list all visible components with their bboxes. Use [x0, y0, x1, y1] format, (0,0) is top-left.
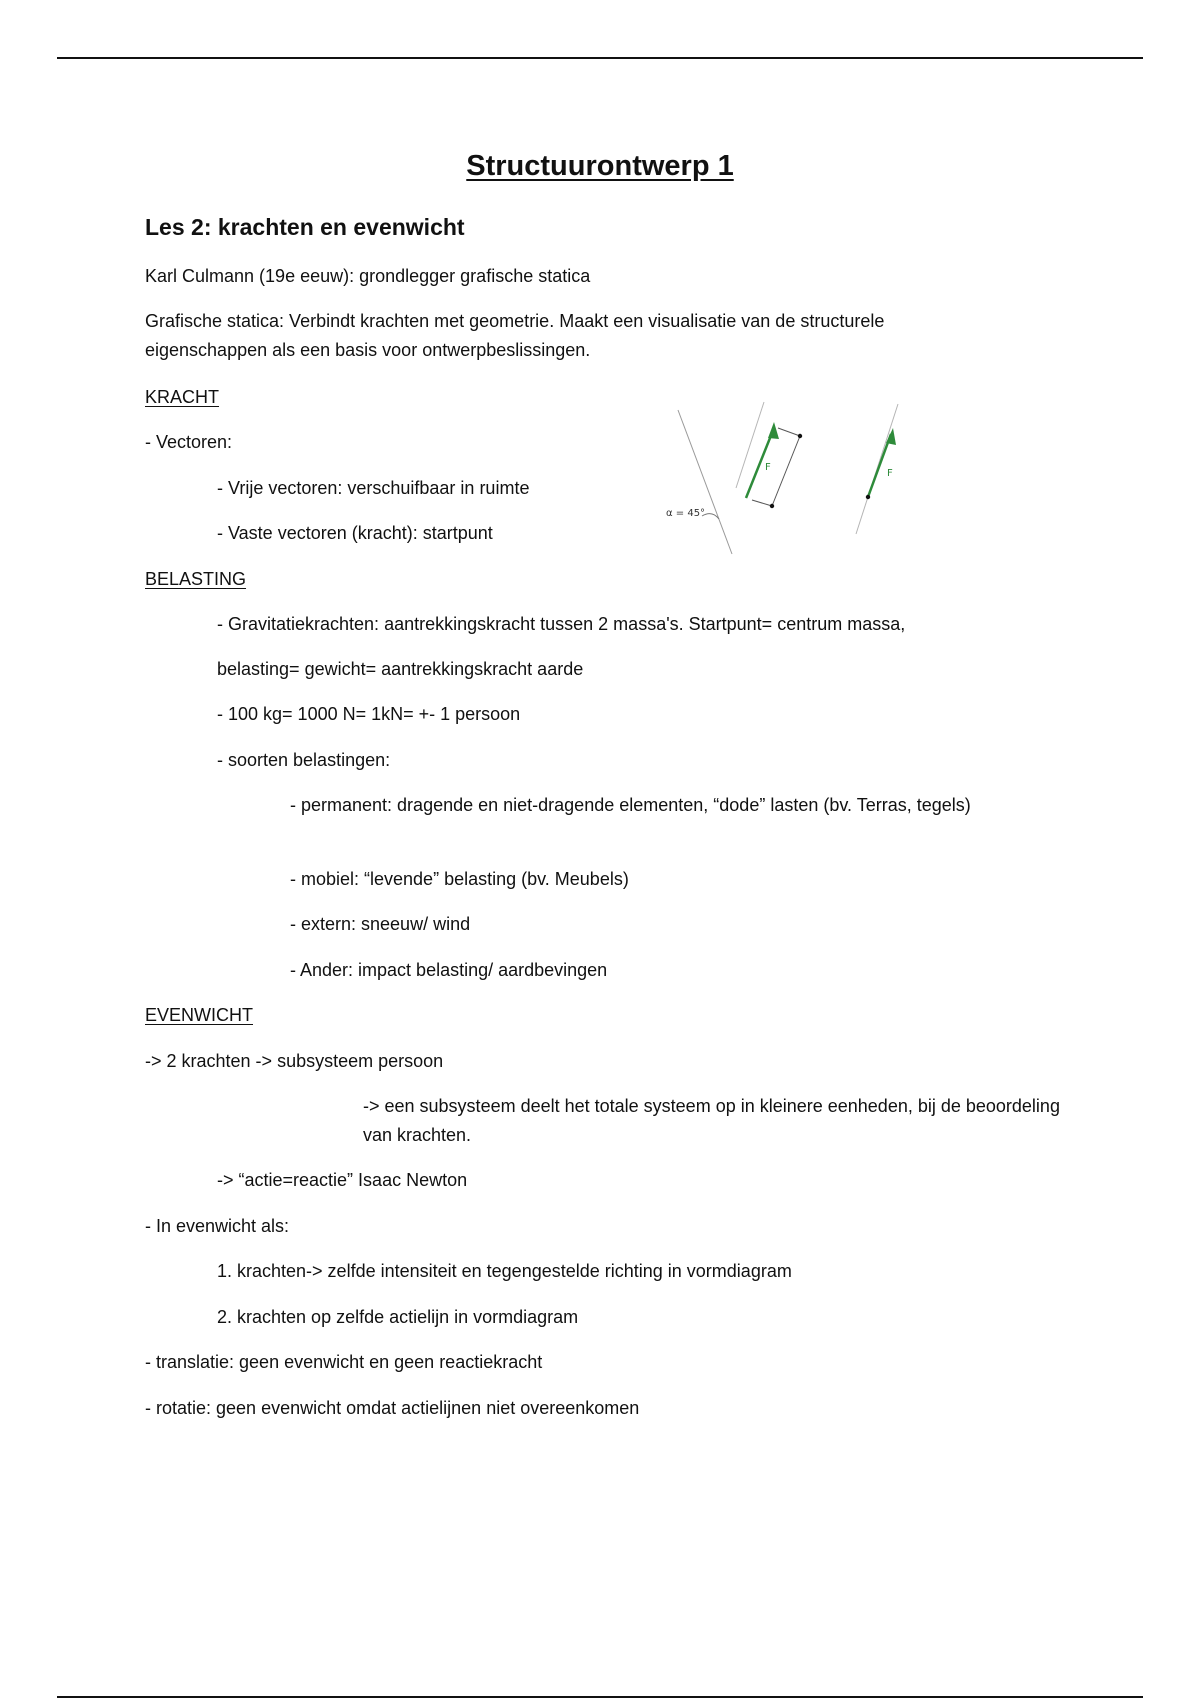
force-vector-2: [868, 434, 891, 497]
voorwaarde-2: 2. krachten op zelfde actielijn in vormdiagram: [217, 1307, 579, 1327]
force-label-1: F: [765, 462, 771, 473]
soorten-line: - soorten belastingen:: [217, 750, 391, 770]
force-label-2: F: [887, 468, 893, 479]
section-heading-kracht: KRACHT: [145, 387, 220, 407]
angle-label: α = 45°: [666, 508, 706, 519]
vectoren-line: - Vectoren:: [145, 432, 233, 452]
dimension-tick-top: [778, 428, 800, 436]
section-heading-belasting: BELASTING: [145, 569, 247, 589]
reference-line: [678, 410, 732, 554]
gravitatie-line: - Gravitatiekrachten: aantrekkingskracht tussen 2 massa's. Startpunt= centrum massa,: [217, 614, 906, 634]
document-title: Structuurontwerp 1: [466, 150, 734, 182]
translatie-line: - translatie: geen evenwicht en geen reactiekracht: [145, 1352, 543, 1372]
in-evenwicht-line: - In evenwicht als:: [145, 1216, 290, 1236]
force-vector-1-arrowhead: [768, 422, 779, 439]
ander-item: - Ander: impact belasting/ aardbevingen: [290, 960, 608, 980]
dimension-line: [772, 436, 800, 506]
voorwaarde-1: 1. krachten-> zelfde intensiteit en tegengestelde richting in vormdiagram: [217, 1261, 792, 1281]
subsysteem-paragraph: -> een subsysteem deelt het totale systeem op in kleinere eenheden, bij de beoordeling van krachten.: [363, 1096, 1060, 1145]
action-line-1: [736, 402, 764, 488]
permanent-item: - permanent: dragende en niet-dragende elementen, “dode” lasten (bv. Terras, tegels): [290, 795, 971, 815]
vrije-vectoren-line: - Vrije vectoren: verschuifbaar in ruimte: [217, 478, 530, 498]
mobiel-item: - mobiel: “levende” belasting (bv. Meubels): [290, 869, 629, 889]
vaste-vectoren-line: - Vaste vectoren (kracht): startpunt: [217, 523, 493, 543]
vector-diagram: [660, 398, 960, 558]
header-rule: [57, 57, 1143, 59]
section-heading-evenwicht: EVENWICHT: [145, 1005, 253, 1025]
grafische-statica-paragraph: Grafische statica: Verbindt krachten met geometrie. Maakt een visualisatie van de structurele eigenschappen als een basis voor ontwerpbeslissingen.: [145, 311, 885, 360]
eenheid-line: - 100 kg= 1000 N= 1kN= +- 1 persoon: [217, 704, 521, 724]
gewicht-line: belasting= gewicht= aantrekkingskracht aarde: [217, 659, 584, 679]
culmann-line: Karl Culmann (19e eeuw): grondlegger grafische statica: [145, 266, 591, 286]
lesson-heading: Les 2: krachten en evenwicht: [145, 214, 465, 240]
force-vector-2-startpoint: [866, 495, 870, 499]
rotatie-line: - rotatie: geen evenwicht omdat actielijnen niet overeenkomen: [145, 1398, 640, 1418]
dimension-tick-bottom: [752, 500, 772, 506]
twee-krachten-line: -> 2 krachten -> subsysteem persoon: [145, 1051, 444, 1071]
extern-item: - extern: sneeuw/ wind: [290, 914, 471, 934]
dimension-point-bottom: [770, 504, 774, 508]
footer-rule: [57, 1696, 1143, 1698]
dimension-point-top: [798, 434, 802, 438]
newton-line: -> “actie=reactie” Isaac Newton: [217, 1170, 468, 1190]
